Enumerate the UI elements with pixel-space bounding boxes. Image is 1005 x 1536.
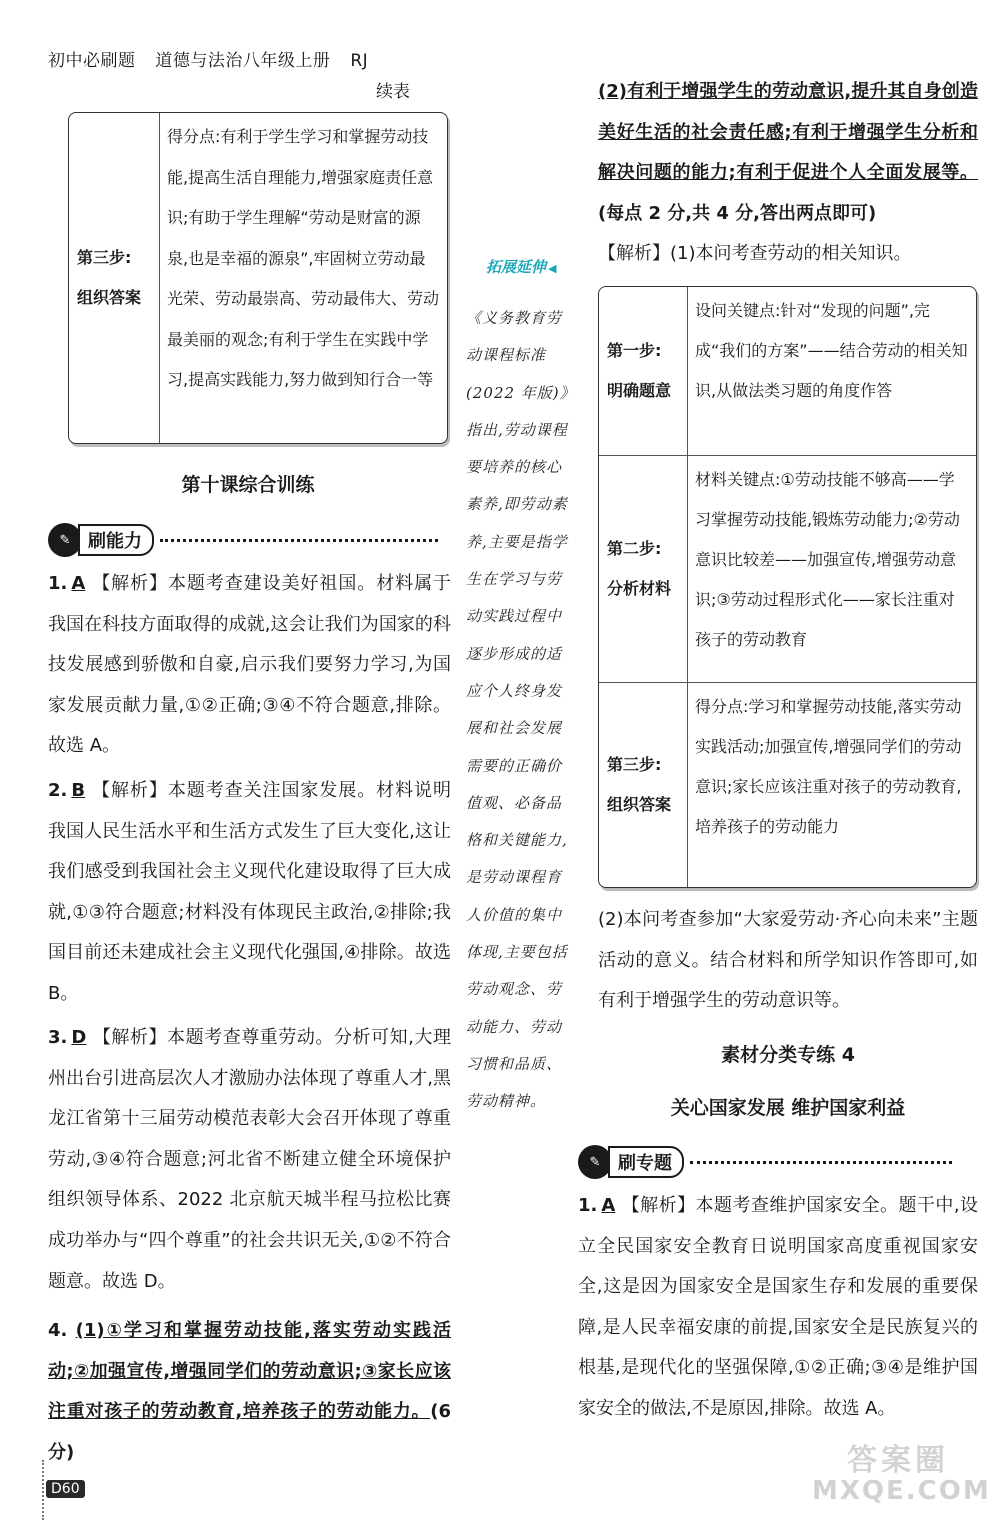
question-number: 4. xyxy=(48,1320,68,1341)
table-row xyxy=(69,113,447,443)
answer-letter: B xyxy=(71,780,86,801)
score-note: (6 分) xyxy=(48,1401,451,1463)
table-row xyxy=(599,682,976,887)
page-number: D60 xyxy=(46,1480,85,1498)
answer-letter: A xyxy=(601,1195,616,1216)
triangle-left-icon: ◀ xyxy=(548,262,557,275)
step-content: 得分点:有利于学生学习和掌握劳动技能,提高生活自理能力,增强家庭责任意识;有助于学生理解“劳动是财富的源泉,也是幸福的源泉”,牢固树立劳动最光荣、劳动最崇高、劳动最伟大、劳动最美丽的观念;有利于学生在实践中学习,提高实践能力,努力做到知行合一等 xyxy=(167,127,440,389)
table-row xyxy=(599,455,976,682)
question-analysis: 【解析】本题考查关注国家发展。材料说明我国人民生活水平和生活方式发生了巨大变化,这让我们感受到我国社会主义现代化建设取得了巨大成就,①③符合题意;材料没有体现民主政治,②排除;我国目前还未建成社会主义现代化强国,④排除。故选 B。 xyxy=(48,780,451,1004)
question-analysis: 【解析】本题考查尊重劳动。分析可知,大理州出台引进高层次人才激励办法体现了尊重人才,黑龙江省第十三届劳动模范表彰大会召开体现了尊重劳动,③④符合题意;河北省不断建立健全环境保护组织领导体系、2022 北京航天城半程马拉松比赛成功举办与“四个尊重”的社会共识无关,①②不符合题意。故选 D。 xyxy=(48,1027,451,1292)
step-label: 第三步: 组织答案 xyxy=(69,113,160,443)
question-number: 3. xyxy=(48,1027,68,1048)
section-badge xyxy=(578,1144,952,1180)
section-title: 第十课综合训练 xyxy=(181,474,315,496)
section-title: 素材分类专练 4 xyxy=(721,1044,855,1066)
question-number: 2. xyxy=(48,780,68,801)
dotted-rule xyxy=(690,1161,952,1164)
answer-part-1: (1)①学习和掌握劳动技能,落实劳动实践活动;②加强宣传,增强同学们的劳动意识;③家长应该注重对孩子的劳动教育,培养孩子的劳动能力。 xyxy=(48,1320,451,1423)
answer-letter: A xyxy=(71,573,86,594)
sidebar-note: 《义务教育劳动课程标准(2022 年版)》指出,劳动课程要培养的核心素养,即劳动素养,主要是指学生在学习与劳动实践过程中逐步形成的适应个人终身发展和社会发展需要的正确价值观、必备品格和关键能力,是劳动课程育人价值的集中体现,主要包括劳动观念、劳动能力、劳动习惯和品质、劳动精神。 xyxy=(466,309,569,1111)
section-subtitle: 关心国家发展 维护国家利益 xyxy=(670,1097,906,1119)
question-analysis: 【解析】本题考查建设美好祖国。材料属于我国在科技方面取得的成就,这会让我们为国家的科技发展感到骄傲和自豪,启示我们要努力学习,为国家发展贡献力量,①②正确;③④不符合题意,排除。故选 A。 xyxy=(48,573,451,757)
pen-icon: ✎ xyxy=(578,1145,612,1179)
question-1 xyxy=(578,1186,978,1430)
question-number: 1. xyxy=(578,1195,598,1216)
question-3 xyxy=(48,1018,451,1302)
section-badge xyxy=(48,522,438,558)
answer-letter: D xyxy=(71,1027,87,1048)
part-2-analysis: (2)本问考查参加“大家爱劳动·齐心向未来”主题活动的意义。结合材料和所学知识作答即可,如有利于增强学生的劳动意识等。 xyxy=(598,909,978,1012)
question-1 xyxy=(48,564,451,767)
table-continued-label: 续表 xyxy=(376,82,410,102)
edition-label: RJ xyxy=(350,51,369,71)
series-name: 初中必刷题 xyxy=(48,51,136,71)
step-content: 得分点:学习和掌握劳动技能,落实劳动实践活动;加强宣传,增强同学们的劳动意识;家长应该注重对孩子的劳动教育,培养孩子的劳动能力 xyxy=(695,697,962,836)
step-content: 材料关键点:①劳动技能不够高——学习掌握劳动技能,锻炼劳动能力;②劳动意识比较差——加强宣传,增强劳动意识;③劳动过程形式化——家长注重对孩子的劳动教育 xyxy=(695,470,960,649)
pen-icon: ✎ xyxy=(48,523,82,557)
step-label: 第二步: 分析材料 xyxy=(599,456,688,682)
question-number: 1. xyxy=(48,573,68,594)
question-4 xyxy=(48,1311,451,1473)
step-label: 第三步: 组织答案 xyxy=(599,683,688,887)
answer-part-2: (2)有利于增强学生的劳动意识,提升其自身创造美好生活的社会责任感;有利于增强学生分析和解决问题的能力;有利于促进个人全面发展等。(每点 2 分,共 4 分,答出两点即可) xyxy=(598,81,978,224)
badge-label: 刷专题 xyxy=(608,1146,684,1178)
analysis-intro: 【解析】(1)本问考查劳动的相关知识。 xyxy=(598,243,912,264)
step-label: 第一步: 明确题意 xyxy=(599,287,688,455)
answer-steps-table xyxy=(598,286,977,888)
badge-label: 刷能力 xyxy=(78,524,154,556)
book-title: 道德与法治八年级上册 xyxy=(155,51,331,71)
step-content: 设问关键点:针对“发现的问题”,完成“我们的方案”——结合劳动的相关知识,从做法类习题的角度作答 xyxy=(695,301,968,400)
table-row xyxy=(599,287,976,455)
watermark-logo: 答案圈 MXQE.COM xyxy=(812,1443,991,1506)
question-2 xyxy=(48,771,451,1015)
question-analysis: 【解析】本题考查维护国家安全。题干中,设立全民国家安全教育日说明国家高度重视国家安全,这是因为国家安全是国家生存和发展的重要保障,是人民幸福安康的前提,国家安全是民族复兴的根基,是现代化的坚强保障,①②正确;③④是维护国家安全的做法,不是原因,排除。故选 A。 xyxy=(578,1195,978,1419)
sidebar-heading: 拓展延伸 ◀ xyxy=(486,258,557,276)
margin-dots xyxy=(42,1460,44,1520)
running-header xyxy=(48,46,368,71)
dotted-rule xyxy=(160,539,438,542)
answer-table-continued xyxy=(68,112,448,444)
